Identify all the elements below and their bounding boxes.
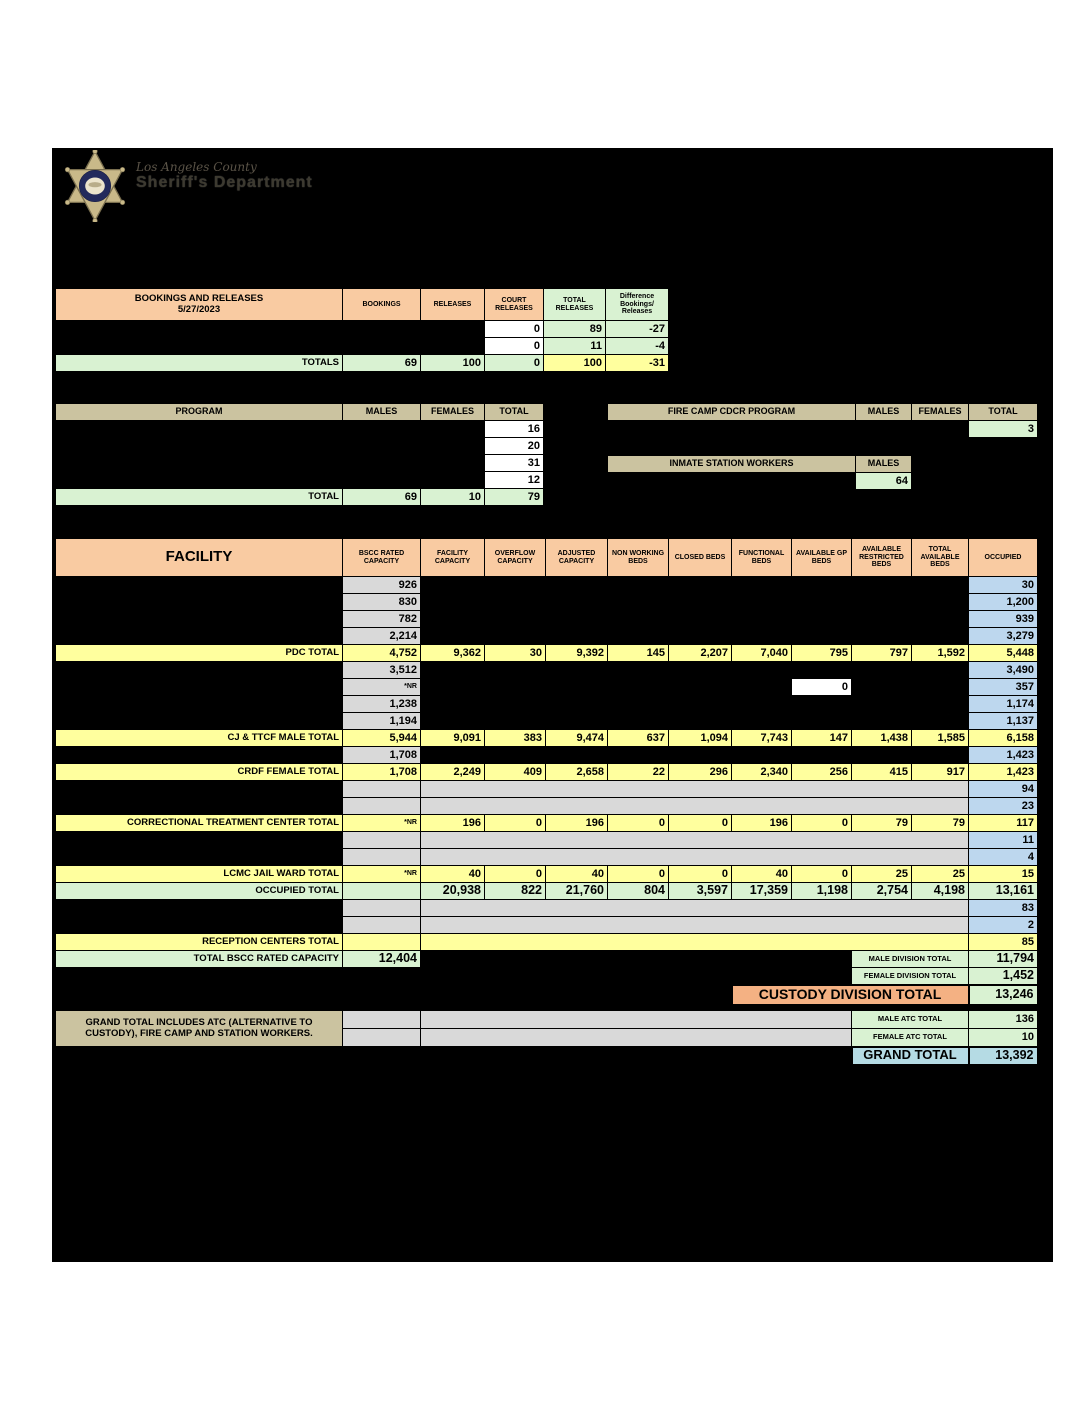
bscc-rated-capacity-value: 3,512 — [343, 662, 421, 679]
facility-total-value: 0 — [669, 866, 732, 883]
bookings-date: 5/27/2023 — [177, 303, 221, 315]
occupied-value: 23 — [969, 798, 1038, 815]
facility-data-row — [56, 628, 1038, 645]
facility-total-value: 409 — [485, 764, 546, 781]
station-workers-table — [607, 455, 912, 490]
redacted-facility-name — [56, 917, 343, 934]
program-header-row — [56, 404, 544, 421]
bookings-title — [56, 289, 343, 321]
facility-total-value: 9,474 — [546, 730, 608, 747]
bookings-totals-label: TOTALS — [56, 355, 343, 372]
bscc-rated-capacity-value — [343, 832, 421, 849]
facility-data-row — [56, 917, 1038, 934]
occupied-total-value: 21,760 — [546, 883, 608, 900]
female-division-total-row — [56, 968, 1038, 985]
female-division-total-label: FEMALE DIVISION TOTAL — [852, 968, 969, 985]
facility-total-label: CRDF FEMALE TOTAL — [56, 764, 343, 781]
facility-total-value: 2,658 — [546, 764, 608, 781]
bscc-rated-capacity-value — [343, 849, 421, 866]
redacted-cell — [421, 577, 969, 594]
program-totals-males: 69 — [343, 489, 421, 506]
program-total-value: 20 — [485, 438, 544, 455]
bscc-rated-capacity-value: *NR — [343, 815, 421, 832]
empty-cell — [421, 1029, 852, 1047]
redacted-facility-name — [56, 798, 343, 815]
facility-data-row — [56, 713, 1038, 730]
fire-camp-header-row — [608, 404, 1038, 421]
redacted-cell — [56, 472, 485, 489]
grand-total-value: 13,392 — [969, 1047, 1038, 1065]
facility-data-row — [56, 832, 1038, 849]
bscc-rated-capacity-value — [343, 798, 421, 815]
agency-name-department: Sheriff's Department — [136, 174, 313, 191]
program-total-value: 16 — [485, 421, 544, 438]
grand-total-section — [55, 1010, 1039, 1066]
facility-total-value: 79 — [912, 815, 969, 832]
facility-total-value: 196 — [732, 815, 792, 832]
total-releases-value: 11 — [544, 338, 606, 355]
bscc-rated-capacity-value: 4,752 — [343, 645, 421, 662]
redacted-facility-name — [56, 849, 343, 866]
occupied-value: 1,200 — [969, 594, 1038, 611]
program-data-row — [56, 438, 544, 455]
facility-total-value: 40 — [546, 866, 608, 883]
occupied-value: 1,174 — [969, 696, 1038, 713]
col-header-males: MALES — [856, 456, 912, 473]
col-header-facility-capacity: FACILITY CAPACITY — [421, 539, 485, 577]
redacted-cell — [608, 421, 969, 438]
totals-bookings-value: 69 — [343, 355, 421, 372]
total-bscc-rated-capacity-label: TOTAL BSCC RATED CAPACITY — [56, 951, 343, 968]
facility-data-row — [56, 747, 1038, 764]
col-header-occupied: OCCUPIED — [969, 539, 1038, 577]
bscc-rated-capacity-value: 830 — [343, 594, 421, 611]
station-workers-header-row — [608, 456, 912, 473]
redacted-facility-name — [56, 594, 343, 611]
bscc-rated-capacity-value: 1,708 — [343, 764, 421, 781]
redacted-facility-name — [56, 662, 343, 679]
bscc-rated-capacity-value — [343, 900, 421, 917]
facility-total-value: 79 — [852, 815, 912, 832]
redacted-cell — [421, 594, 969, 611]
facility-total-value: 1,438 — [852, 730, 912, 747]
occupied-value: 4 — [969, 849, 1038, 866]
empty-cell — [421, 832, 969, 849]
bookings-data-row — [56, 338, 669, 355]
total-releases-value: 89 — [544, 321, 606, 338]
redacted-cell — [421, 662, 969, 679]
occupied-total-value: 822 — [485, 883, 546, 900]
occupied-total-occupied-value: 13,161 — [969, 883, 1038, 900]
col-header-overflow-capacity: OVERFLOW CAPACITY — [485, 539, 546, 577]
facility-data-row — [56, 577, 1038, 594]
custody-division-total-row — [56, 985, 1038, 1005]
program-data-row — [56, 455, 544, 472]
facility-data-row — [56, 849, 1038, 866]
facility-total-row — [56, 866, 1038, 883]
col-header-adjusted-capacity: ADJUSTED CAPACITY — [546, 539, 608, 577]
col-header-females: FEMALES — [421, 404, 485, 421]
facility-total-value: 795 — [792, 645, 852, 662]
occupied-value: 357 — [969, 679, 1038, 696]
col-header-functional-beds: FUNCTIONAL BEDS — [732, 539, 792, 577]
facility-total-value: 917 — [912, 764, 969, 781]
male-division-total-value: 11,794 — [969, 951, 1038, 968]
agency-name — [136, 160, 313, 192]
facility-total-value: 7,743 — [732, 730, 792, 747]
bookings-releases-table — [55, 288, 669, 372]
col-header-total: TOTAL — [485, 404, 544, 421]
facility-total-value: 30 — [485, 645, 546, 662]
col-header-court-releases: COURT RELEASES — [485, 289, 544, 321]
col-header-total: TOTAL — [969, 404, 1038, 421]
program-data-row — [56, 421, 544, 438]
facility-total-value: 22 — [608, 764, 669, 781]
occupied-value: 30 — [969, 577, 1038, 594]
empty-cell — [343, 934, 421, 951]
grand-total-row — [56, 1047, 1038, 1065]
occupied-value: 5,448 — [969, 645, 1038, 662]
total-bscc-rated-capacity-row — [56, 951, 1038, 968]
male-division-total-label: MALE DIVISION TOTAL — [852, 951, 969, 968]
bookings-header-row — [56, 289, 669, 321]
col-header-closed-beds: CLOSED BEDS — [669, 539, 732, 577]
agency-logo — [62, 150, 313, 222]
facility-total-value: 637 — [608, 730, 669, 747]
program-total-value: 31 — [485, 455, 544, 472]
col-header-available-restricted-beds: AVAILABLE RESTRICTED BEDS — [852, 539, 912, 577]
facility-total-value: 40 — [732, 866, 792, 883]
redacted-cell — [608, 473, 856, 490]
redacted-facility-name — [56, 628, 343, 645]
program-header: PROGRAM — [56, 404, 343, 421]
redacted-facility-name — [56, 679, 343, 696]
redacted-cell — [56, 438, 485, 455]
occupied-total-value: 3,597 — [669, 883, 732, 900]
facility-data-row — [56, 662, 1038, 679]
agency-name-county: Los Angeles County — [136, 160, 257, 174]
occupied-value: 3,279 — [969, 628, 1038, 645]
program-total-value: 12 — [485, 472, 544, 489]
facility-total-label: LCMC JAIL WARD TOTAL — [56, 866, 343, 883]
col-header-total-releases: TOTAL RELEASES — [544, 289, 606, 321]
fire-camp-total-value: 3 — [969, 421, 1038, 438]
occupied-total-value: 804 — [608, 883, 669, 900]
facility-total-value: 0 — [608, 815, 669, 832]
facility-total-value: 0 — [669, 815, 732, 832]
occupied-value: 11 — [969, 832, 1038, 849]
totals-total-releases-value: 100 — [544, 355, 606, 372]
redacted-cell — [56, 421, 485, 438]
col-header-total-available-beds: TOTAL AVAILABLE BEDS — [912, 539, 969, 577]
empty-cell — [421, 917, 969, 934]
facility-total-value: 0 — [792, 815, 852, 832]
redacted-cell — [421, 679, 792, 696]
bscc-rated-capacity-value: 2,214 — [343, 628, 421, 645]
facility-data-row — [56, 696, 1038, 713]
occupied-total-value: 2,754 — [852, 883, 912, 900]
program-totals-females: 10 — [421, 489, 485, 506]
fire-camp-table — [607, 403, 1038, 438]
redacted-cell — [421, 951, 852, 968]
grand-total-label: GRAND TOTAL — [852, 1047, 969, 1065]
redacted-cell — [421, 628, 969, 645]
col-header-males: MALES — [856, 404, 912, 421]
facility-total-value: 1,094 — [669, 730, 732, 747]
grand-total-row-male — [56, 1011, 1038, 1029]
custody-division-total-label: CUSTODY DIVISION TOTAL — [732, 985, 969, 1005]
redacted-cell — [421, 747, 969, 764]
facility-total-value: 7,040 — [732, 645, 792, 662]
facility-total-value: 9,392 — [546, 645, 608, 662]
facility-total-value: 25 — [912, 866, 969, 883]
col-header-facility: FACILITY — [56, 539, 343, 577]
facility-data-row — [56, 798, 1038, 815]
col-header-bookings: BOOKINGS — [343, 289, 421, 321]
redacted-cell — [56, 321, 485, 338]
facility-total-value: 0 — [485, 866, 546, 883]
totals-releases-value: 100 — [421, 355, 485, 372]
facility-data-row — [56, 611, 1038, 628]
facility-total-value: 147 — [792, 730, 852, 747]
bookings-totals-row — [56, 355, 669, 372]
facility-total-value: 2,249 — [421, 764, 485, 781]
col-header-releases: RELEASES — [421, 289, 485, 321]
total-bscc-rated-capacity-value: 12,404 — [343, 951, 421, 968]
totals-difference-value: -31 — [606, 355, 669, 372]
redacted-cell — [56, 1047, 852, 1065]
redacted-cell — [421, 611, 969, 628]
col-header-available-gp-beds: AVAILABLE GP BEDS — [792, 539, 852, 577]
facility-total-row — [56, 730, 1038, 747]
bscc-rated-capacity-value: 1,194 — [343, 713, 421, 730]
facility-table — [55, 538, 1039, 1006]
redacted-cell — [421, 696, 969, 713]
facility-occupied-total-row — [56, 883, 1038, 900]
occupied-value: 6,158 — [969, 730, 1038, 747]
occupied-value: 1,423 — [969, 747, 1038, 764]
occupied-value: 15 — [969, 866, 1038, 883]
occupied-value: 2 — [969, 917, 1038, 934]
redacted-cell — [56, 338, 485, 355]
bookings-title-line1: BOOKINGS AND RELEASES — [134, 293, 264, 305]
facility-total-value: 196 — [546, 815, 608, 832]
bscc-rated-capacity-value: *NR — [343, 679, 421, 696]
fire-camp-data-row — [608, 421, 1038, 438]
sheriff-badge-icon — [62, 150, 128, 222]
facility-total-value: 2,340 — [732, 764, 792, 781]
reception-centers-total-label: RECEPTION CENTERS TOTAL — [56, 934, 343, 951]
occupied-value: 117 — [969, 815, 1038, 832]
bscc-rated-capacity-value: 926 — [343, 577, 421, 594]
occupied-value: 94 — [969, 781, 1038, 798]
empty-cell — [421, 849, 969, 866]
facility-total-value: 0 — [485, 815, 546, 832]
facility-data-row — [56, 781, 1038, 798]
bscc-rated-capacity-value: 1,238 — [343, 696, 421, 713]
empty-cell — [421, 1011, 852, 1029]
occupied-value: 83 — [969, 900, 1038, 917]
col-header-non-working-beds: NON WORKING BEDS — [608, 539, 669, 577]
facility-total-value: 383 — [485, 730, 546, 747]
redacted-facility-name — [56, 713, 343, 730]
redacted-facility-name — [56, 696, 343, 713]
facility-total-value: 1,592 — [912, 645, 969, 662]
empty-cell — [421, 781, 969, 798]
station-workers-header: INMATE STATION WORKERS — [608, 456, 856, 473]
occupied-total-value: 4,198 — [912, 883, 969, 900]
occupied-value: 3,490 — [969, 662, 1038, 679]
redacted-cell — [56, 985, 732, 1005]
station-workers-males-value: 64 — [856, 473, 912, 490]
program-data-row — [56, 472, 544, 489]
facility-total-value: 145 — [608, 645, 669, 662]
bscc-rated-capacity-value: 782 — [343, 611, 421, 628]
facility-total-value: 25 — [852, 866, 912, 883]
bscc-rated-capacity-value: 5,944 — [343, 730, 421, 747]
totals-court-releases-value: 0 — [485, 355, 544, 372]
occupied-value: 1,137 — [969, 713, 1038, 730]
difference-value: -4 — [606, 338, 669, 355]
facility-total-value: 1,585 — [912, 730, 969, 747]
empty-cell — [343, 1011, 421, 1029]
redacted-facility-name — [56, 781, 343, 798]
facility-total-row — [56, 764, 1038, 781]
facility-total-value: 9,091 — [421, 730, 485, 747]
facility-total-value: 415 — [852, 764, 912, 781]
facility-total-value: 0 — [608, 866, 669, 883]
female-division-total-value: 1,452 — [969, 968, 1038, 985]
empty-cell — [421, 798, 969, 815]
facility-total-label: PDC TOTAL — [56, 645, 343, 662]
col-header-males: MALES — [343, 404, 421, 421]
empty-cell — [343, 883, 421, 900]
program-table — [55, 403, 544, 506]
program-totals-total: 79 — [485, 489, 544, 506]
fire-camp-header: FIRE CAMP CDCR PROGRAM — [608, 404, 856, 421]
difference-value: -27 — [606, 321, 669, 338]
court-releases-value: 0 — [485, 321, 544, 338]
facility-total-value: 296 — [669, 764, 732, 781]
facility-total-value: 0 — [792, 866, 852, 883]
facility-total-label: CORRECTIONAL TREATMENT CENTER TOTAL — [56, 815, 343, 832]
male-atc-total-value: 136 — [969, 1011, 1038, 1029]
redacted-facility-name — [56, 577, 343, 594]
redacted-facility-name — [56, 832, 343, 849]
facility-total-value: 256 — [792, 764, 852, 781]
bscc-rated-capacity-value — [343, 781, 421, 798]
occupied-value: 85 — [969, 934, 1038, 951]
facility-total-value: 9,362 — [421, 645, 485, 662]
custody-division-total-value: 13,246 — [969, 985, 1038, 1005]
redacted-cell — [421, 713, 969, 730]
empty-cell — [421, 934, 969, 951]
redacted-facility-name — [56, 611, 343, 628]
occupied-value: 1,423 — [969, 764, 1038, 781]
facility-total-value: 797 — [852, 645, 912, 662]
facility-total-value: 40 — [421, 866, 485, 883]
redacted-cell — [56, 455, 485, 472]
redacted-facility-name — [56, 747, 343, 764]
redacted-cell — [852, 679, 969, 696]
program-totals-row — [56, 489, 544, 506]
occupied-total-value: 17,359 — [732, 883, 792, 900]
facility-data-row — [56, 900, 1038, 917]
facility-data-row — [56, 679, 1038, 696]
bscc-rated-capacity-value — [343, 917, 421, 934]
occupied-total-value: 20,938 — [421, 883, 485, 900]
bscc-rated-capacity-value: 1,708 — [343, 747, 421, 764]
facility-total-value: 196 — [421, 815, 485, 832]
facility-total-label: CJ & TTCF MALE TOTAL — [56, 730, 343, 747]
female-atc-total-label: FEMALE ATC TOTAL — [852, 1029, 969, 1047]
bscc-rated-capacity-value: *NR — [343, 866, 421, 883]
bookings-data-row — [56, 321, 669, 338]
empty-cell — [343, 1029, 421, 1047]
occupied-total-label: OCCUPIED TOTAL — [56, 883, 343, 900]
col-header-females: FEMALES — [912, 404, 969, 421]
court-releases-value: 0 — [485, 338, 544, 355]
redacted-facility-name — [56, 900, 343, 917]
facility-total-row — [56, 645, 1038, 662]
redacted-cell — [56, 968, 852, 985]
male-atc-total-label: MALE ATC TOTAL — [852, 1011, 969, 1029]
facility-total-row — [56, 815, 1038, 832]
program-totals-label: TOTAL — [56, 489, 343, 506]
facility-data-row — [56, 594, 1038, 611]
reception-centers-total-row — [56, 934, 1038, 951]
facility-header-row — [56, 539, 1038, 577]
occupied-total-value: 1,198 — [792, 883, 852, 900]
station-workers-data-row — [608, 473, 912, 490]
available-gp-beds-value: 0 — [792, 679, 852, 696]
col-header-difference: Difference Bookings/ Releases — [606, 289, 669, 321]
facility-total-value: 2,207 — [669, 645, 732, 662]
grand-total-note: GRAND TOTAL INCLUDES ATC (ALTERNATIVE TO CUSTODY), FIRE CAMP AND STATION WORKERS. — [56, 1011, 343, 1047]
occupied-value: 939 — [969, 611, 1038, 628]
empty-cell — [421, 900, 969, 917]
col-header-bscc-rated-capacity: BSCC RATED CAPACITY — [343, 539, 421, 577]
female-atc-total-value: 10 — [969, 1029, 1038, 1047]
